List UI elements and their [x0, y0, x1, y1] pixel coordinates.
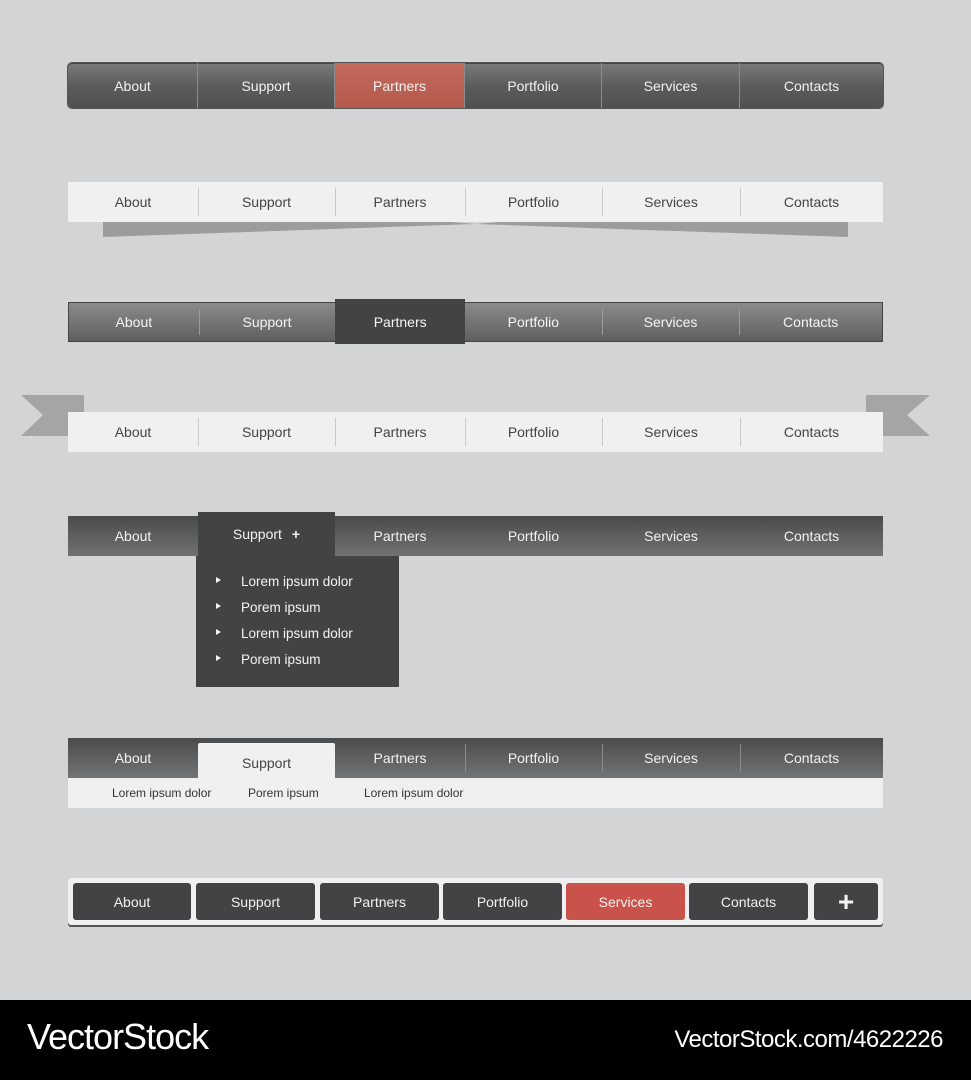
nav-item-services[interactable]: Services — [602, 412, 740, 452]
nav-item-support[interactable]: Support — [198, 63, 335, 108]
nav-item-contacts[interactable]: Contacts — [783, 528, 840, 544]
submenu-link[interactable]: Lorem ipsum dolor — [112, 786, 212, 800]
nav-button-contacts[interactable]: Contacts — [689, 883, 808, 920]
nav-button-support[interactable]: Support — [196, 883, 315, 920]
nav-item-support[interactable]: Support — [198, 182, 335, 222]
nav-item-support[interactable]: Support — [198, 412, 335, 452]
nav-item-partners[interactable]: Partners — [335, 182, 465, 222]
dropdown-item-label: Lorem ipsum dolor — [241, 625, 353, 641]
nav-item-label: Support — [232, 526, 282, 542]
nav-item-services[interactable]: Services — [602, 303, 740, 341]
nav-item-contacts[interactable]: Contacts — [783, 77, 840, 94]
nav-item-about[interactable]: About — [114, 528, 152, 544]
plus-icon: + — [291, 526, 301, 542]
nav-item-support-active[interactable]: Support — [198, 743, 335, 778]
nav-item-partners[interactable]: Partners — [373, 750, 427, 766]
nav-button-about[interactable]: About — [73, 883, 191, 920]
nav-button-partners[interactable]: Partners — [320, 883, 439, 920]
submenu-link[interactable]: Porem ipsum — [248, 786, 319, 800]
nav-item-support[interactable]: Support — [199, 303, 336, 341]
submenu-link[interactable]: Lorem ipsum dolor — [364, 786, 464, 800]
nav-item-partners-active[interactable]: Partners — [335, 63, 465, 108]
watermark-brand: VectorStock — [27, 1016, 209, 1057]
nav-item-about[interactable]: About — [114, 194, 152, 210]
plus-icon[interactable]: + — [814, 883, 878, 920]
dropdown-item[interactable] — [196, 620, 399, 646]
nav-bar-ribbon — [68, 412, 883, 452]
nav-item-about[interactable]: About — [115, 314, 153, 330]
dropdown-item[interactable] — [196, 594, 399, 620]
triangle-right-icon — [216, 655, 221, 661]
watermark-url: VectorStock.com/4622226 — [674, 1026, 943, 1053]
nav-item-portfolio[interactable]: Portfolio — [465, 738, 602, 778]
nav-button-portfolio[interactable]: Portfolio — [443, 883, 562, 920]
nav-item-about[interactable]: About — [114, 424, 152, 440]
dropdown-item-label: Lorem ipsum dolor — [241, 573, 353, 589]
nav-item-services[interactable]: Services — [602, 63, 740, 108]
nav-item-services[interactable]: Services — [602, 738, 740, 778]
nav-item-portfolio[interactable]: Portfolio — [465, 182, 602, 222]
shadow-wedge — [103, 222, 848, 237]
nav-bar-light-shadow — [68, 182, 883, 222]
dropdown-item[interactable] — [196, 646, 399, 672]
nav-item-portfolio[interactable]: Portfolio — [465, 412, 602, 452]
nav-item-services[interactable]: Services — [602, 182, 740, 222]
nav-item-about[interactable]: About — [114, 750, 152, 766]
nav-item-portfolio[interactable]: Portfolio — [465, 63, 602, 108]
nav-item-portfolio[interactable]: Portfolio — [507, 314, 560, 330]
nav-bar-buttons — [68, 878, 883, 925]
dropdown-item-label: Porem ipsum — [241, 599, 321, 615]
nav-item-support-open[interactable] — [198, 512, 335, 556]
nav-item-services[interactable]: Services — [644, 528, 698, 544]
nav-bar-dark-raised — [68, 302, 883, 342]
nav-item-contacts[interactable]: Contacts — [740, 738, 883, 778]
nav-bar-submenu — [68, 738, 883, 778]
dropdown-menu — [196, 556, 399, 687]
triangle-right-icon — [216, 629, 221, 635]
nav-item-partners[interactable]: Partners — [373, 528, 427, 544]
watermark-footer — [0, 1000, 971, 1080]
nav-bar-dropdown — [68, 516, 883, 556]
nav-item-contacts[interactable]: Contacts — [739, 303, 882, 341]
nav-item-contacts[interactable]: Contacts — [740, 182, 883, 222]
submenu-strip — [68, 778, 883, 808]
nav-item-contacts[interactable]: Contacts — [740, 412, 883, 452]
nav-item-partners-active[interactable]: Partners — [335, 299, 465, 344]
nav-item-portfolio[interactable]: Portfolio — [507, 528, 560, 544]
nav-item-partners[interactable]: Partners — [335, 412, 465, 452]
nav-button-services-active[interactable]: Services — [566, 883, 685, 920]
nav-bar-glossy — [68, 63, 883, 108]
nav-item-about[interactable]: About — [68, 63, 198, 108]
triangle-right-icon — [216, 577, 221, 583]
dropdown-item-label: Porem ipsum — [241, 651, 321, 667]
triangle-right-icon — [216, 603, 221, 609]
dropdown-item[interactable] — [196, 568, 399, 594]
